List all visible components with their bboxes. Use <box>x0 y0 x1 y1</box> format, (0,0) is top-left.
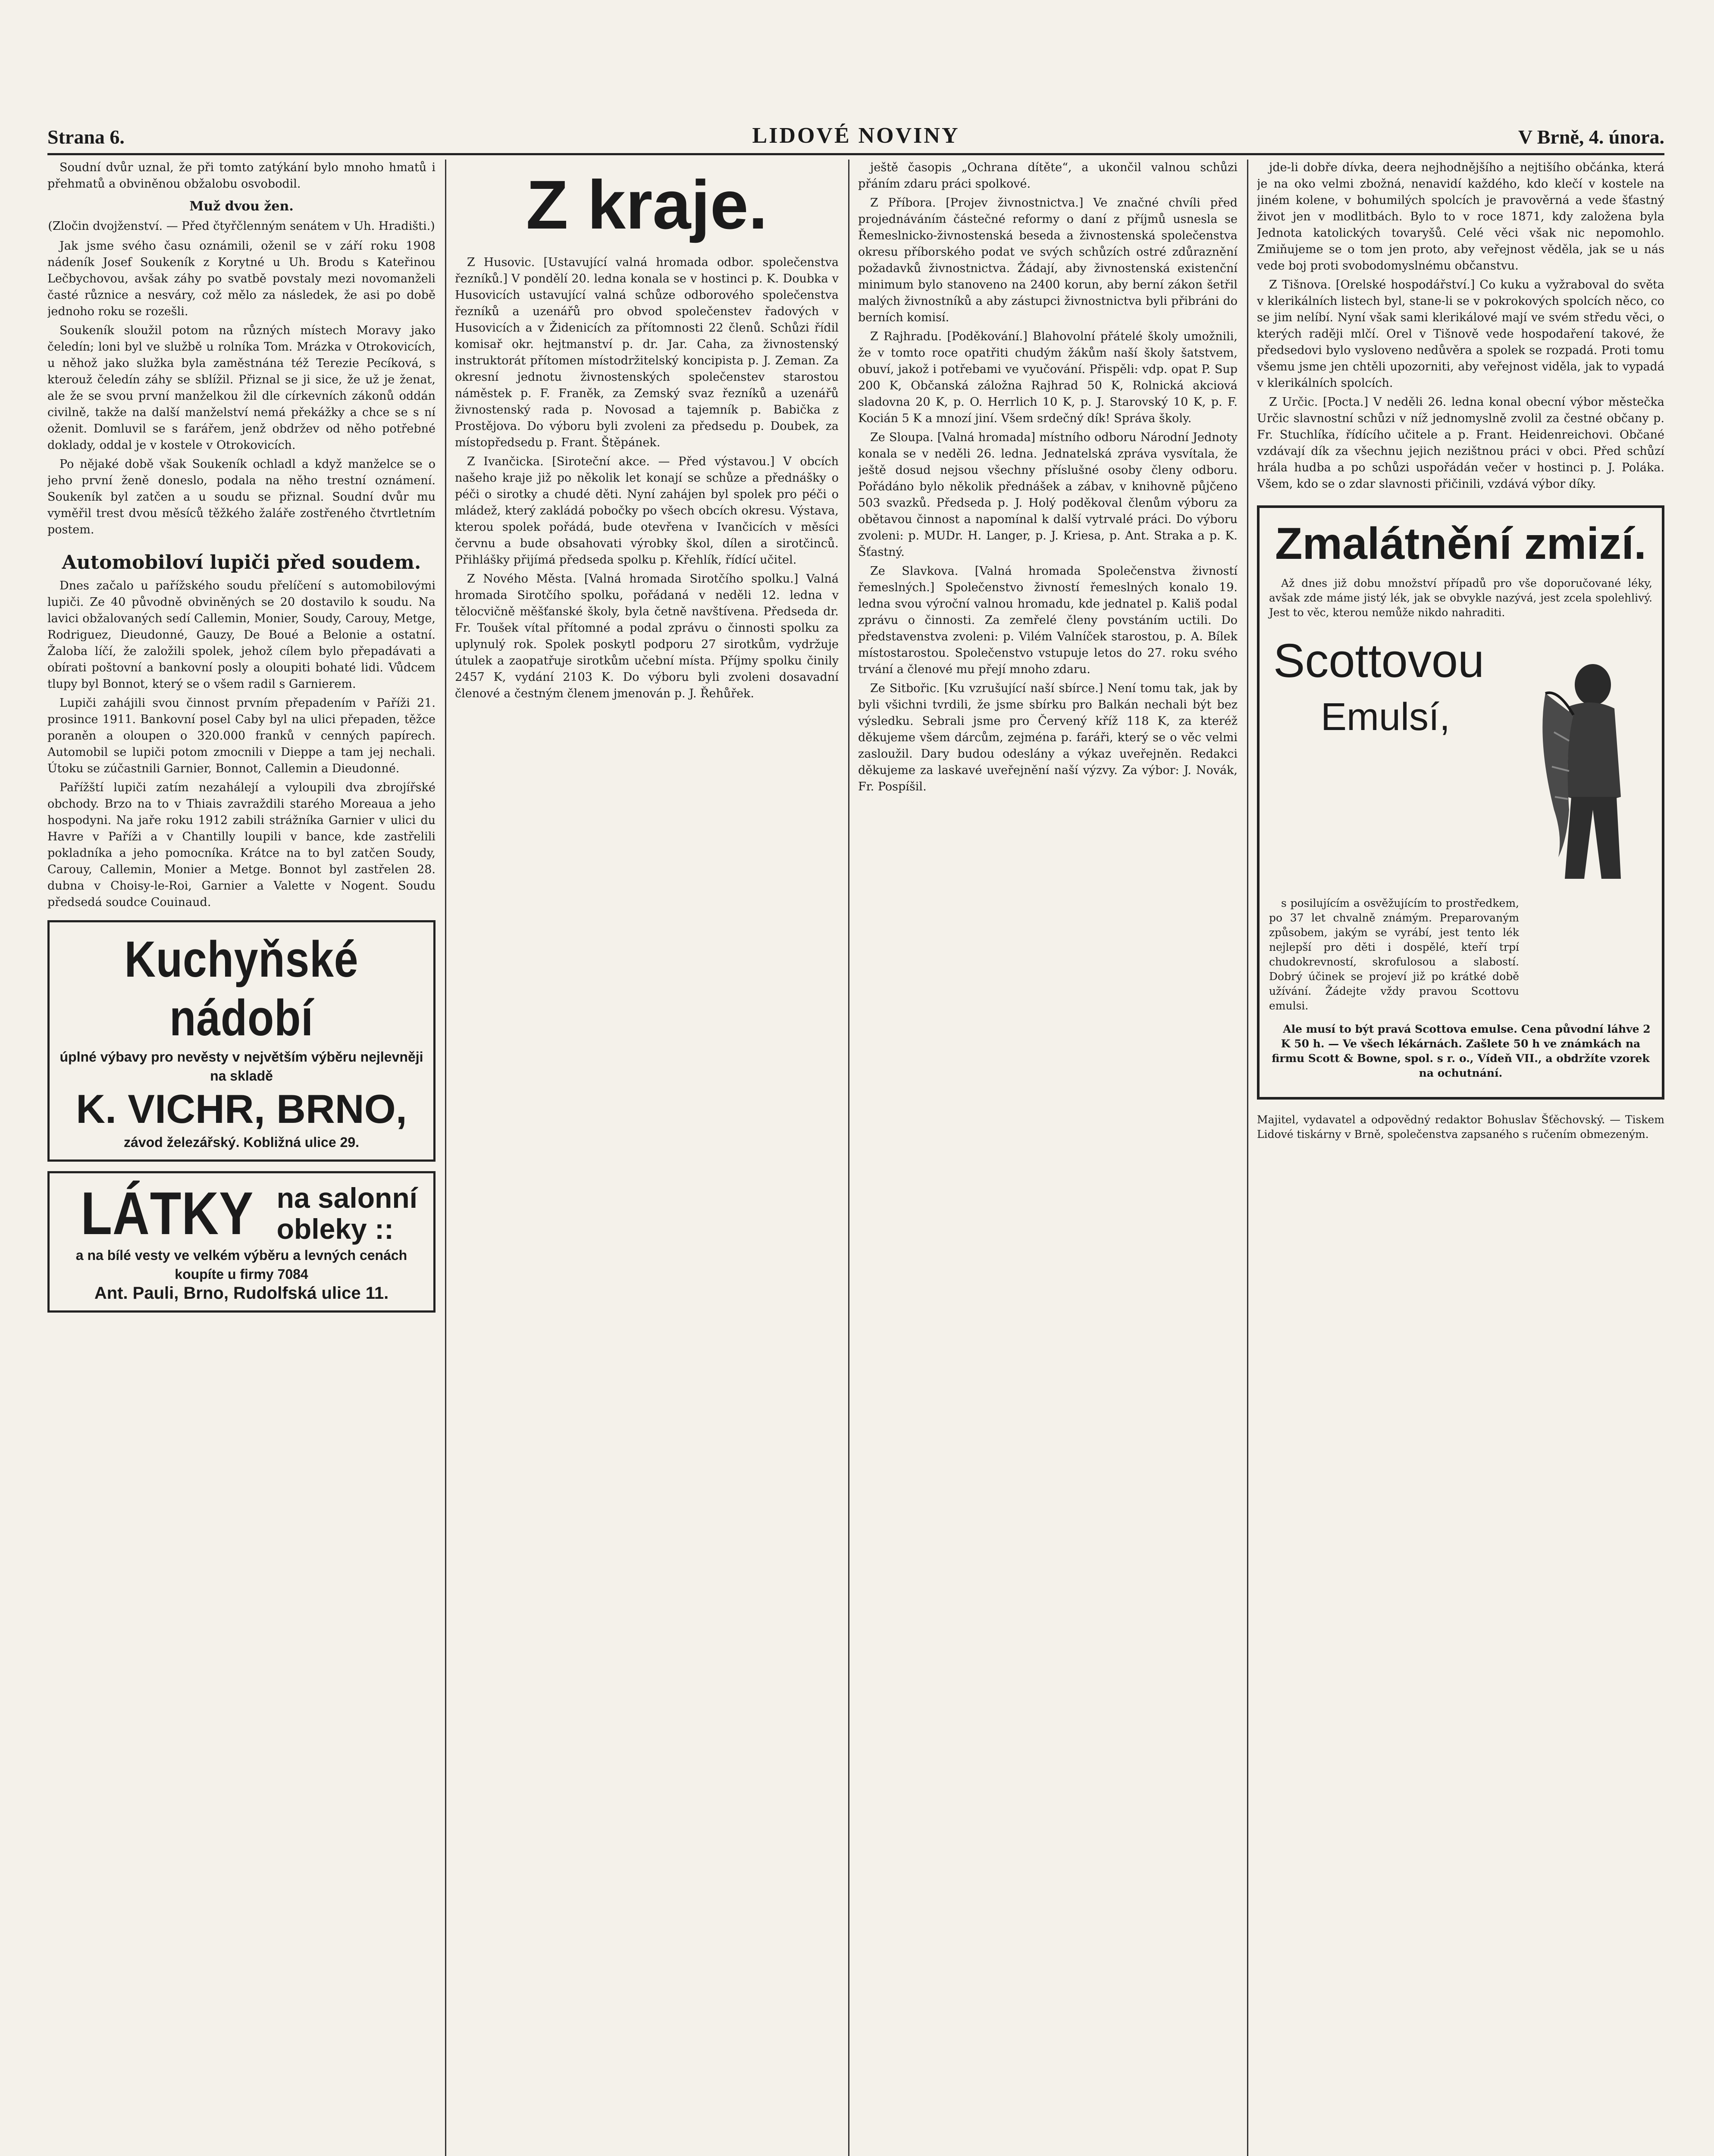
section-heading: Z kraje. <box>526 166 768 243</box>
header-rule <box>47 153 1664 155</box>
ad-headline-line: obleky :: <box>276 1213 394 1245</box>
ad-brand: Emulsí, <box>1321 696 1451 739</box>
column-3 <box>858 160 1238 2156</box>
advertisement-scott <box>1257 505 1664 1100</box>
ad-headline: Zmalátnění zmizí. <box>1275 519 1647 569</box>
article-text: ještě časopis „Ochrana dítěte“, a ukončil valnou schůzi přáním zdaru práci spolkové. <box>858 161 1238 191</box>
article-text: Pařížští lupiči zatím nezahálejí a vyloupili dva zbrojířské obchody. Brzo na to v Thiais zavraždili starého Moreaua a jeho hospodyni. Na jaře roku 1912 zabili strážníka Garnier v ulici du Havre v Paříži a v Chantilly loupili v bance, kde zastřelili pokladníka a jeho pomocníka. Krátce na to byl zatčen Soudy, Carouy, Callemin, Monier a Metge. Bonnot byl zastřelen 28. dubna v Choisy-le-Roi, Garnier a Valette v Nogent. Soudu předsedá soudce Couinaud. <box>47 781 436 909</box>
article-text: Z Tišnova. [Orelské hospodářství.] Co kuku a vyžraboval do světa v klerikálních listech byl, stane-li se v pokrokových spolcích něco, co se jim nelíbí. Nyní však sami klerikálové mají ve svém středu věci, o kterých raději mlčí. Orel v Tišnově vede hospodaření takové, že předsedovi bylo vysloveno nedůvěra a spolek se rozpadá. Proti tomu všemu jsme jen chtěli upozorniti, aby veřejnost viděla, jak to vypadá v klerikálních spolcích. <box>1257 278 1664 390</box>
column-rule <box>1247 160 1248 2156</box>
article-text: Z Nového Města. [Valná hromada Sirotčího spolku.] Valná hromada Sirotčího spolku, pořádaná v neděli 12. ledna v tělocvičně měšťanské školy, byla četně navštívena. Předseda dr. Fr. Toušek vítal přítomné a podal zprávu o činnosti spolku za uplynulý rok. Spolek poskytl podporu 27 sirotkům, vydržuje útulek a zaopatřuje sirotkům učební místa. Příjmy spolku činily 2457 K, vydání 2103 K. Do výboru byli zvoleni dosavadní členové a čestným členem jmenován p. J. Řehůřek. <box>455 572 839 700</box>
column-rule <box>848 160 849 2156</box>
article-text: Z Husovic. [Ustavující valná hromada odbor. společenstva řezníků.] V pondělí 20. ledna konala se v hostinci p. K. Doubka v Husovicích ustavující valná schůze odborového společenstva řezníků a uzenářů pro obvod společenstev řadových v Husovicích a v Židenicích za přítomnosti 22 členů. Schůzi řídil komisař okr. hejtmanství p. dr. Jar. Caha, za živnostenský instruktorát přítomen místodržitelský koncipista p. J. Zeman. Za okresní jednotu živnostenských společenstev starostou náměstek p. F. Franěk, za Zemský svaz řezníků a uzenářů živnostenský rada p. Novosad a tajemník p. Babička z Prostějova. Do výboru byli zvoleni za předsedu p. Doubek, za místopředsedu p. Frant. Štěpánek. <box>455 256 839 449</box>
column-rule <box>445 160 446 2156</box>
ad-headline: LÁTKY <box>81 1179 254 1247</box>
column-1 <box>47 160 436 2156</box>
column-4 <box>1257 160 1664 2156</box>
article-heading: Muž dvou žen. <box>189 199 294 214</box>
article-text: Z Určic. [Pocta.] V neděli 26. ledna konal obecní výbor městečka Určic slavnostní schůzi v níž jednomyslně zvolil za čestné občany p. Fr. Stuchlíka, řídícího učitele a p. Frant. Heidenreichovi. Občané vzdávají dík za všechnu jejich nezištnou práci v obci. Před schůzí hrála hudba a po schůzi uspořádán večer v hostinci p. J. Poláka. Všem, kdo se o zdar slavnosti přičinili, vzdává výbor díky. <box>1257 395 1664 491</box>
article-text: jde-li dobře dívka, deera nejhodnějšího a nejtišího občánka, která je na oko velmi zbožná, nenavidí každého, kdo klečí v kostele na jiném kolene, v bohumilých spolcích je pravověrná a vede šťastný život jen v modlitbách. Bylo to v roce 1871, kdy založena byla Jednota katolických tovaryšů. Celé věci však nic nepomohlo. Zmiňujeme se o tom jen proto, aby veřejnost věděla, jak se u nás vede boj proti svobodomyslnému občanstvu. <box>1257 161 1664 273</box>
article-subheading: (Zločin dvojženství. — Před čtyřčlenným senátem v Uh. Hradišti.) <box>48 219 435 233</box>
article-text: Po nějaké době však Soukeník ochladl a když manželce se o jeho první ženě doneslo, podala na něho trestní oznámení. Soukeník byl zatčen a u soudu se přiznal. Soudní dvůr mu vyměřil trest dvou měsíců těžkého žaláře zostřeného čtvrtletním postem. <box>47 458 436 536</box>
ad-headline-row <box>56 1181 427 1246</box>
article-text: Soukeník sloužil potom na různých místech Moravy jako čeledín; loni byl ve službě u rolníka Tom. Mrázka v Otrokovicích, u něhož jako služka byla zaměstnána též Terezie Pecíková, s kterouž čeledín záhy se sblížil. Přiznal se ji sice, že už je ženat, ale že se svou první manželkou žil dle církevních zákonů oddán civilně, takže na další manželství nemá překážky a chce se s ní oženit. Domluvil se s farářem, jenž obdržev od něho potřebné doklady, oddal je v kostele v Otrokovicích. <box>47 324 436 452</box>
imprint: Majitel, vydavatel a odpovědný redaktor Bohuslav Šťěchovský. — Tiskem Lidové tiskárny v Brně, společenstva zapsaného s ručením obmezeným. <box>1257 1113 1664 1141</box>
ad-note: Ale musí to být pravá Scottova emulse. Cena původní láhve 2 K 50 h. — Ve všech lékárnách. Zašlete 50 h ve známkách na firmu Scott & Bowne, spol. s r. o., Vídeň VII., a obdržíte vzorek na ochutnání. <box>1272 1023 1651 1079</box>
ad-headline-stack <box>277 1182 417 1244</box>
advertisement-pauli <box>47 1171 436 1313</box>
article-text: Jak jsme svého času oznámili, oženil se v září roku 1908 nádeník Josef Soukeník z Korytné u Uh. Brodu s Kateřinou Lečbychovou, avšak záhy po svatbě povstaly mezi novomanželi časté různice a nesváry, což mělo za následek, že asi po době jednoho roku se rozešli. <box>47 239 436 318</box>
article-text: Z Příbora. [Projev živnostnictva.] Ve značné chvíli před projednáváním částečné reformy o daní z příjmů usnesla se Řemeslnicko-živnostenská beseda a živnostenská společenstva okresu příborského podat ve svých schůzích ostré zdůraznění požadavků živnostnictva. Žádají, aby živnostenská existenční minimum bylo stanoveno na 2400 korun, aby berní zákon šetřil malých živnostníků a aby zástupci živnostnictva byli přibráni do berních komisí. <box>858 196 1238 324</box>
fisherman-with-fish-icon <box>1528 655 1636 887</box>
issue-date: V Brně, 4. února. <box>1518 126 1664 148</box>
advertisement-vichr <box>47 920 436 1162</box>
masthead-title: LIDOVÉ NOVINY <box>752 123 960 148</box>
ad-address: Ant. Pauli, Brno, Rudolfská ulice 11. <box>94 1284 389 1303</box>
article-text: Ze Slavkova. [Valná hromada Společenstva živností řemeslných.] Společenstvo živností řemeslných konalo 19. ledna svou výroční valnou hromadu, kde jednatel p. Kališ podal zprávu o činnosti. Za zemřelé členy povstáním uctili. Do představenstva zvoleni: p. Vilém Valníček starostou, p. A. Bílek místostarostou. Společenstvo vstupuje letos do 27. roku svého trvání a členové mu přejí mnoho zdaru. <box>858 564 1238 676</box>
column-2 <box>455 160 839 2156</box>
ad-text: úplné výbavy pro nevěsty v největším výběru nejlevněji na skladě <box>60 1049 423 1084</box>
ad-brand: Scottovou <box>1273 634 1485 687</box>
article-text: Soudní dvůr uznal, že při tomto zatýkání bylo mnoho hmatů i přehmatů a obviněnou obžalobu osvobodil. <box>47 161 436 191</box>
article-text: Lupiči zahájili svou činnost prvním přepadením v Paříži 21. prosince 1911. Bankovní posel Caby byl na ulici přepaden, těžce poraněn a oloupen o 320.000 franků v cenných papírech. Automobil se lupiči potom zmocnili v Dieppe a tam jej nechali. Útoku se zúčastnili Garnier, Bonnot, Callemin a Dieudonné. <box>47 696 436 775</box>
article-text: Z Ivančicka. [Siroteční akce. — Před výstavou.] V obcích našeho kraje již po několik let konají se schůze a přednášky o péči o sirotky a chudé děti. Nyní zahájen byl spolek pro péči o mládež, který zakládá pobočky po všech obcích okresu. Výstava, kterou spolek pořádá, bude otevřena v Ivančicích v měsíci červnu a bude obsahovati výrobky škol, dílen a sirotčinců. Přihlášky přijímá předseda spolku p. Křehlík, řídící učitel. <box>455 455 839 567</box>
article-text: Ze Sitbořic. [Ku vzrušující naší sbírce.] Není tomu tak, jak by byli všichni tvrdili, že jsme sbírku pro Balkán nechali být bez výsledku. Sebrali jsme pro Červený kříž 118 K, za kteréž děkujeme všem dárcům, zejména p. faráři, který se o věc velmi zasloužil. Dary budou odeslány a výkaz uveřejněn. Redakci děkujeme za laskavé uveřejnění naší výzvy. Za výbor: J. Novák, Fr. Pospíšil. <box>858 682 1238 793</box>
article-text: Dnes začalo u pařížského soudu přelíčení s automobilovými lupiči. Ze 40 původně obviněných se 20 dostavilo k soudu. Na lavici obžalovaných sedí Callemin, Monier, Soudy, Carouy, Metge, Rodriguez, Dieudonné, Gauzy, De Boué a Belonie a ostatní. Žaloba líčí, že založili spolek, jehož cílem bylo přepadávati a obírati poštovní a bankovní posly a oloupiti bohaté lidi. Vůdcem tlupy byl Bonnot, který se o všem radil s Garnierem. <box>47 579 436 691</box>
ad-headline-line: na salonní <box>276 1182 417 1214</box>
page-number: Strana 6. <box>47 126 125 148</box>
article-text: Z Rajhradu. [Poděkování.] Blahovolní přátelé školy umožnili, že v tomto roce opatřiti chudým žákům naší školy šatstvem, obuví, jakož i potřebami ve vyučování. Přispěli: vdp. opat P. Sup 200 K, Občanská záložna Rajhrad 50 K, Rolnická akciová sladovna 20 K, p. O. Herrlich 10 K, p. J. Starovský 10 K, p. F. Kocián 5 K a mnozí jiní. Všem srdečný dík! Správa školy. <box>858 330 1238 425</box>
ad-text: s posilujícím a osvěžujícím to prostředkem, po 37 let chvalně známým. Preparovaným způsobem, jakým se vyrábí, jest tento lék nejlepší pro děti i dospělé, kteří trpí chudokrevností, skrofulosou a slabostí. Dobrý účinek se projeví již po krátké době užívání. Žádejte vždy pravou Scottovu emulsi. <box>1269 897 1519 1012</box>
ad-address: závod železářský. Kobližná ulice 29. <box>124 1134 359 1150</box>
ad-text: Až dnes již dobu množství případů pro vše doporučované léky, avšak zde máme jistý lék, jak se obvykle nazývá, jest zcela spolehlivý. Jest to věc, kterou nemůže nikdo nahraditi. <box>1269 577 1652 619</box>
ad-text: a na bílé vesty ve velkém výběru a levných cenách koupíte u firmy 7084 <box>75 1247 407 1282</box>
article-heading: Automobiloví lupiči před soudem. <box>62 552 421 573</box>
ad-headline: Kuchyňské nádobí <box>124 931 359 1047</box>
article-text: Ze Sloupa. [Valná hromada] místního odboru Národní Jednoty konala se v neděli 26. ledna. Jednatelská zpráva vysvítala, že ještě dosud nejsou všechny příslušné osoby členy odboru. Pořádáno bylo několik přednášek a zábav, v knihovně půjčeno 503 svazků. Předseda p. J. Holý poděkoval členům výboru za obětavou činnost a napomínal k další vytrvalé práci. Do výboru zvoleni: p. MUDr. H. Langer, p. J. Kriesa, p. Ant. Straka a p. K. Šťastný. <box>858 431 1238 559</box>
page-header <box>47 123 1664 153</box>
ad-company: K. VICHR, BRNO, <box>76 1086 407 1131</box>
